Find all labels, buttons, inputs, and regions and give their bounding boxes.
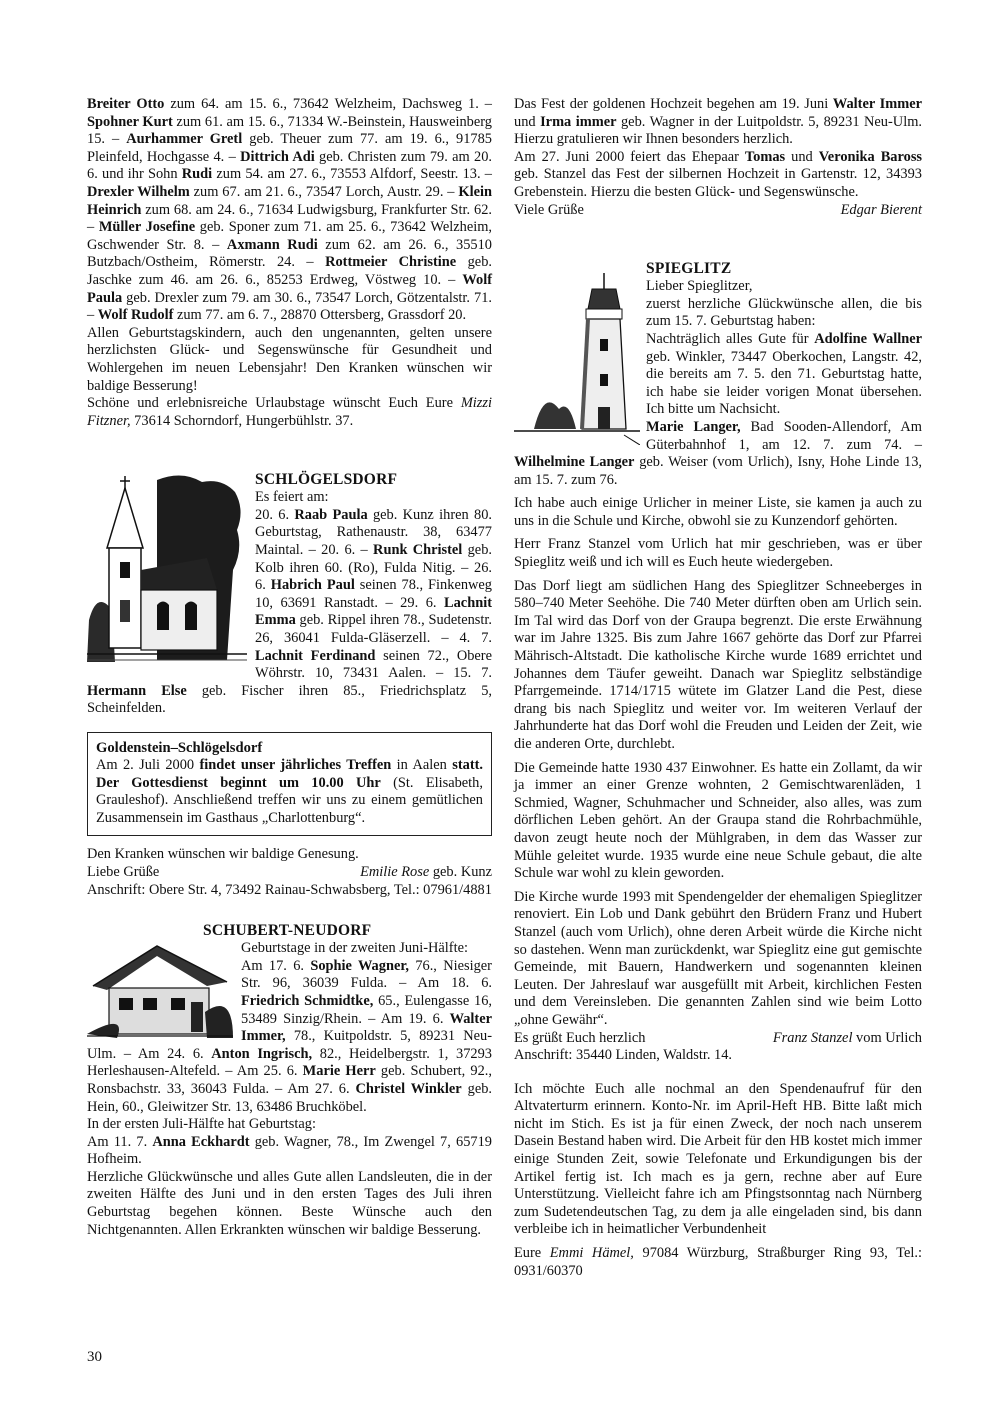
entry-name: Raab Paula bbox=[294, 506, 368, 523]
paragraph: Das Dorf liegt am südlichen Hang des Spieglitzer Schneeberges in 580–740 Meter Seehöhe. Die 740 Meter dürften oben am Urlich sein. Im Tal wird das Dorf von der Graupa begrenzt. Die erste Erwähnung war im Jahre 1325. Bis zum Jahre 1667 gehörte das Dorf zur Pfarrei Mährisch-Altstadt. Die katholische Kirche wurde 1689 errichtet und Johannes dem Täufer geweiht. Danach war Spieglitz selbständige Pfarrgemeinde. 1714/1715 wütete im Glatzer Land die Pest, diese drang bis nach Spieglitz und weiter vor. Im weiteren Verlauf der Jahrhunderte hat das Dorf wohl die Freuden und Leiden der Zeit, wie die anderen Orte, durchlebt. bbox=[514, 577, 922, 752]
author-suffix: vom Urlich bbox=[852, 1029, 922, 1046]
box-text bbox=[96, 757, 483, 827]
left-column bbox=[87, 96, 492, 1239]
author-suffix: geb. Kunz bbox=[429, 863, 492, 880]
entry-detail: geb. Weiser (vom Urlich), Isny, Hohe Linde 13, am 15. 7. zum 76. bbox=[514, 454, 922, 488]
entry-detail: 78., Kuitpoldstr. 5, 89231 Neu-Ulm. – Am 24. 6. bbox=[87, 1028, 492, 1062]
entry-detail: zum 64. am 15. 6., 73642 Welzheim, Dachsweg 1. – bbox=[164, 96, 492, 112]
section-intro: Geburtstage in der zweiten Juni-Hälfte: bbox=[241, 940, 468, 957]
author-name: Emilie Rose bbox=[360, 863, 430, 880]
birthday-entries bbox=[87, 96, 492, 323]
text-part: und bbox=[785, 148, 819, 165]
entry-detail: geb. Winkler, 73447 Oberkochen, Langstr. 42, die bereits am 7. 5. den 71. Geburtstag hatte, ich habe sie leider vorigen Monat übersehen. Ich bitte um Nachsicht. bbox=[646, 348, 922, 418]
paragraph: Die Kirche wurde 1993 mit Spendengelder der ehemaligen Spieglitzer renoviert. Ein Lob und Dank gebührt den Brüdern Franz und Hubert Stanzel (auch vom Urlich), ohne deren Arbeit würde die Kirche nicht so dastehen. Wenn man zurückdenkt, war Spieglitz eine gut gemischte Gemeinde, mit Bauern, Handwerkern und sogenannten kleinen Leuten. Der Jahreslauf war ausgefüllt mit Arbeit, kirchlichen Festen und dem Vereinsleben. Die genannten Zahlen sind wie beim Lotto „ohne Gewähr“. bbox=[514, 888, 922, 1028]
entry-detail: geb. Sponer zum 71. am 25. 6., 73642 Welzheim, Gschwender Str. 8. – bbox=[87, 219, 492, 253]
author-address: Anschrift: 35440 Linden, Waldstr. 14. bbox=[514, 1047, 733, 1064]
entry-name: Wolf Rudolf bbox=[97, 307, 174, 324]
entry-name: Friedrich Schmidtke, bbox=[241, 992, 374, 1009]
box-emphasis: statt. Der Gottesdienst beginnt um 10.00 Uhr bbox=[96, 757, 484, 791]
entry-name: Habrich Paul bbox=[270, 577, 355, 594]
entry-detail: geb. Theuer zum 77. am 19. 6., 91785 Pleinfeld, Hochgasse 4. – bbox=[87, 131, 492, 165]
entry-name: Marie Langer, bbox=[646, 418, 741, 435]
entry-detail: 76., Niesiger Str. 96, 36039 Fulda. – Am 18. 6. bbox=[241, 957, 492, 992]
entry-detail: seinen 72., Obere Wöhrstr. 10, 73431 Aalen. – 15. 7. bbox=[255, 647, 492, 682]
entry-name: Aurhammer Gretl bbox=[126, 131, 243, 148]
entry-name: Christel Winkler bbox=[355, 1080, 462, 1097]
text-part: Nachträglich alles Gute für bbox=[646, 330, 815, 347]
sick-wishes: Den Kranken wünschen wir baldige Genesung. bbox=[87, 846, 359, 863]
entry-name: Walter Immer bbox=[832, 96, 922, 112]
entry-detail: geb. Christen zum 79. am 20. 6. und ihr Sohn bbox=[87, 148, 492, 183]
church-drawing-icon bbox=[87, 470, 247, 666]
text-part: und bbox=[514, 113, 541, 130]
entry-name: Rudi bbox=[181, 166, 213, 183]
holiday-text: Schöne und erlebnisreiche Urlaubstage wünscht Euch Eure bbox=[87, 395, 461, 412]
entry-name: Sophie Wagner, bbox=[310, 957, 409, 974]
entry-detail: geb. Rippel ihren 78., Sudetenstr. 26, 36041 Fulda-Gläserzell. – 4. 7. bbox=[255, 612, 492, 647]
entry-detail: zum 62. am 26. 6., 35510 Butzbach/Ostheim, Römerstr. 24. – bbox=[87, 236, 492, 271]
author-name: Mizzi Fitzner, bbox=[87, 395, 492, 429]
entry-name: Wolf Paula bbox=[87, 271, 492, 306]
section-intro: Es feiert am: bbox=[255, 489, 329, 506]
greeting-label: Es grüßt Euch herzlich bbox=[514, 1029, 646, 1046]
entry-detail: geb. Hein, 60., Gleiwitzer Str. 13, 63486 Bruchköbel. bbox=[87, 1080, 492, 1115]
entry-name: Veronika Baross bbox=[818, 148, 923, 165]
paragraph: Die Gemeinde hatte 1930 437 Einwohner. Es hatte ein Zollamt, da wir ja immer an einer Grenze wohnten, 2 Gemischtwarenläden, 1 Schmied, Wagner, Schuhmacher und Schneider, also alles, was zum dörflichen Leben gehört. An der Graupa stand die Rohrbachmühle, davon zeugt heute noch der Mühlgraben, in dem das Wasser zur Mühle geleitet wurde. 1935 wurde eine neue Schule gebaut, die alte Schule war wohl zu klein geworden. bbox=[514, 759, 922, 882]
author-name: Edgar Bierent bbox=[840, 201, 922, 218]
entry-name: Müller Josefine bbox=[98, 219, 196, 236]
closing-wishes: Herzliche Glückwünsche und alles Gute allen Landsleuten, die in der zweiten Hälfte des Juni und in den ersten Tages des Juli ihren Geburtstag begehen können. Beste Wünsche auch den Nichtgenannten. Allen Erkrankten wünschen wir baldige Besserung. bbox=[87, 1168, 492, 1238]
entry-detail: 82., Heidelbergstr. 1, 37293 Herleshausen-Altefeld. – Am 25. 6. bbox=[87, 1045, 492, 1080]
entry-name: Drexler Wilhelm bbox=[87, 183, 190, 200]
entry-detail: geb. Schubert, 92., Ronsbachstr. 33, 36043 Fulda. – Am 27. 6. bbox=[87, 1063, 492, 1097]
entry-detail: geb. Fischer ihren 85., Friedrichsplatz 5, Scheinfelden. bbox=[87, 682, 492, 717]
author-address: Anschrift: Obere Str. 4, 73492 Rainau-Schwabsberg, Tel.: 07961/4881 bbox=[87, 881, 492, 898]
text-part: geb. Wagner in der Luitpoldstr. 5, 89231 Neu-Ulm. Hierzu gratulieren wir Ihnen besonders herzlich. bbox=[514, 113, 922, 148]
entry-detail: geb. Kolb ihren 60. (Ro), Fulda Nitig. – 26. 6. bbox=[255, 542, 492, 594]
tower-drawing-icon bbox=[514, 259, 640, 445]
entry-name: Runk Christel bbox=[373, 542, 463, 559]
box-title: Goldenstein–Schlögelsdorf bbox=[96, 740, 263, 756]
spieglitz-line: zuerst herzliche Glückwünsche allen, die bis zum 15. 7. Geburtstag haben: bbox=[646, 295, 922, 330]
author-address: 73614 Schorndorf, Hungerbühlstr. 37. bbox=[130, 412, 354, 429]
text-part: Das Fest der goldenen Hochzeit begehen am 19. Juni bbox=[514, 96, 833, 112]
church-illustration bbox=[87, 470, 247, 666]
entry-name: Anna Eckhardt bbox=[152, 1133, 250, 1150]
entry-name: Rottmeier Christine bbox=[325, 254, 457, 271]
entry-name: Hermann Else bbox=[87, 682, 187, 699]
entry-name: Wilhelmine Langer bbox=[514, 454, 635, 471]
entry-name: Lachnit Ferdinand bbox=[255, 647, 376, 664]
entry-name: Dittrich Adi bbox=[240, 148, 315, 165]
text-part: Eure bbox=[514, 1245, 550, 1262]
signature-line bbox=[514, 1030, 922, 1048]
entry-name: Lachnit Emma bbox=[255, 594, 492, 629]
entry-detail: 20. 6. bbox=[255, 506, 295, 523]
box-text-part: Am 2. Juli 2000 bbox=[96, 757, 200, 773]
section-schubert-neudorf bbox=[87, 921, 492, 1239]
entry-name: Irma immer bbox=[540, 113, 617, 130]
donation-appeal: Ich möchte Euch alle nochmal an den Spendenaufruf für den Altvaterturm erinnern. Konto-Nr. im April-Heft HB. Bitte laßt mich nicht im Stich. Es ist ja für einen Zweck, der noch nach unserem Dasein Bestand haben wird. Die Arbeit für den HB kostet mich immer einige Stunden Zeit, sowie Telefonate und Erkundigungen bis der Artikel fertig ist. Ich mach es ja gern, rechne aber auf Eure Unterstützung. Vielleicht fahre ich am Pfingstsonntag nach Nürnberg zum Sudetendeutschen Tag, zu dem ja alle eingeladen sind, bis dann verbleibe ich in heimatlicher Verbundenheit bbox=[514, 1080, 922, 1238]
paragraph: Herr Franz Stanzel vom Urlich hat mir geschrieben, was er über Spieglitz weiß und ich will es Euch heute wiedergeben. bbox=[514, 536, 922, 571]
entry-name: Spohner Kurt bbox=[87, 113, 173, 130]
entry-name: Tomas bbox=[744, 148, 786, 165]
entry-name: Adolfine Wallner bbox=[814, 330, 922, 347]
author-name: Franz Stanzel bbox=[772, 1029, 853, 1046]
entry-detail: geb. Drexler zum 79. am 30. 6., 73547 Lorch, Götzentalstr. 71. – bbox=[87, 289, 492, 324]
entry-detail: zum 77. am 6. 7., 28870 Ottersberg, Grassdorf 20. bbox=[173, 307, 467, 324]
box-emphasis: findet unser jährliches Treffen bbox=[199, 757, 392, 773]
section-schloegelsdorf bbox=[87, 470, 492, 718]
entry-detail: geb. Wagner, 78., Im Zwengel 7, 65719 Hofheim. bbox=[87, 1133, 492, 1168]
entry-detail: geb. Jaschke zum 46. am 26. 6., 85253 Erdweg, Vöstweg 10. – bbox=[87, 254, 492, 288]
holiday-greeting bbox=[87, 395, 492, 430]
author-address: 97084 Würzburg, Straßburger Ring 93, Tel.: 0931/60370 bbox=[514, 1245, 923, 1279]
entry-name: Klein Heinrich bbox=[87, 183, 492, 218]
greeting-label: Liebe Grüße bbox=[87, 863, 160, 880]
birthday-list-intro bbox=[87, 96, 492, 325]
golden-wedding bbox=[514, 96, 922, 149]
text-part: Am 27. Juni 2000 feiert das Ehepaar bbox=[514, 148, 745, 165]
entry-name: Anton Ingrisch, bbox=[211, 1045, 313, 1062]
entry-detail: zum 68. am 24. 6., 71634 Ludwigsburg, Frankfurter Str. 62. – bbox=[87, 201, 492, 236]
farmhouse-drawing-icon bbox=[87, 942, 233, 1040]
section-intro: Lieber Spieglitzer, bbox=[646, 278, 753, 295]
final-signature bbox=[514, 1245, 922, 1280]
section-heading: SCHLÖGELSDORF bbox=[255, 471, 398, 489]
section-heading: SPIEGLITZ bbox=[646, 260, 732, 278]
entry-date: Am 11. 7. bbox=[87, 1133, 153, 1150]
july-intro: In der ersten Juli-Hälfte hat Geburtstag: bbox=[87, 1116, 316, 1133]
entry-detail: Bad Sooden-Allendorf, Am Güterbahnhof 1, am 12. 7. zum 74. – bbox=[646, 418, 922, 453]
meeting-announcement-box bbox=[87, 732, 492, 836]
silver-wedding bbox=[514, 149, 922, 202]
author-name: Emmi Hämel, bbox=[549, 1245, 634, 1262]
entry-name: Walter Immer, bbox=[241, 1010, 492, 1045]
entry-detail: zum 61. am 15. 6., 71334 W.-Beinstein, Hausweinberg 15. – bbox=[87, 113, 492, 148]
right-column bbox=[514, 96, 922, 1280]
page-number: 30 bbox=[87, 1349, 102, 1365]
entry-detail: seinen 78., Finkenweg 10, 63691 Ranstadt. – 29. 6. bbox=[255, 577, 493, 611]
paragraph: Ich habe auch einige Urlicher in meiner Liste, sie kamen ja auch zu uns in die Schule und Kirche, obwohl sie zu Kunzendorf gehörten. bbox=[514, 495, 922, 529]
entry-name: Axmann Rudi bbox=[226, 236, 318, 253]
entry-detail: zum 54. am 27. 6., 73553 Alfdorf, Seestr. 13. – bbox=[212, 166, 492, 183]
box-text-part: in Aalen bbox=[391, 757, 453, 773]
entry-detail: geb. Kunz ihren 80. Geburtstag, Rathenaustr. 38, 63477 Maintal. – 20. 6. – bbox=[255, 506, 492, 559]
section-spieglitz bbox=[514, 259, 922, 489]
greeting-label: Viele Grüße bbox=[514, 201, 584, 218]
text-part: geb. Stanzel das Fest der silbernen Hochzeit in Gartenstr. 12, 34393 Grebenstein. Hierzu die besten Glück- und Segenswünsche. bbox=[514, 166, 922, 200]
box-text-part: (St. Elisabeth, Grauleshof). Anschließend treffen wir uns zu einem gemütlichen Zusammensein im Gasthaus „Charlottenburg“. bbox=[96, 774, 483, 826]
wishes-text: Allen Geburtstagskindern, auch den ungenannten, gelten unsere herzlichsten Glück- und Segenswünsche für Gesundheit und Wohlergehen im neuen Lebensjahr! Den Kranken wünschen wir baldige Besserung! bbox=[87, 324, 492, 394]
signature bbox=[773, 1030, 922, 1048]
signature-line bbox=[514, 202, 922, 220]
entry-detail: 65., Eulengasse 16, 53489 Sinzig/Rhein. – Am 19. 6. bbox=[241, 992, 493, 1027]
entry-detail: zum 67. am 21. 6., 73547 Lorch, Austr. 29. – bbox=[189, 183, 459, 200]
house-illustration bbox=[87, 942, 233, 1040]
entry-detail: Am 17. 6. bbox=[241, 957, 311, 974]
entry-name: Marie Herr bbox=[302, 1063, 376, 1080]
signature-line bbox=[87, 864, 492, 882]
entry-name: Breiter Otto bbox=[87, 96, 165, 112]
tower-illustration bbox=[514, 259, 640, 445]
signature bbox=[360, 864, 492, 882]
july-entry bbox=[87, 1134, 492, 1169]
section-heading: SCHUBERT-NEUDORF bbox=[203, 922, 372, 940]
